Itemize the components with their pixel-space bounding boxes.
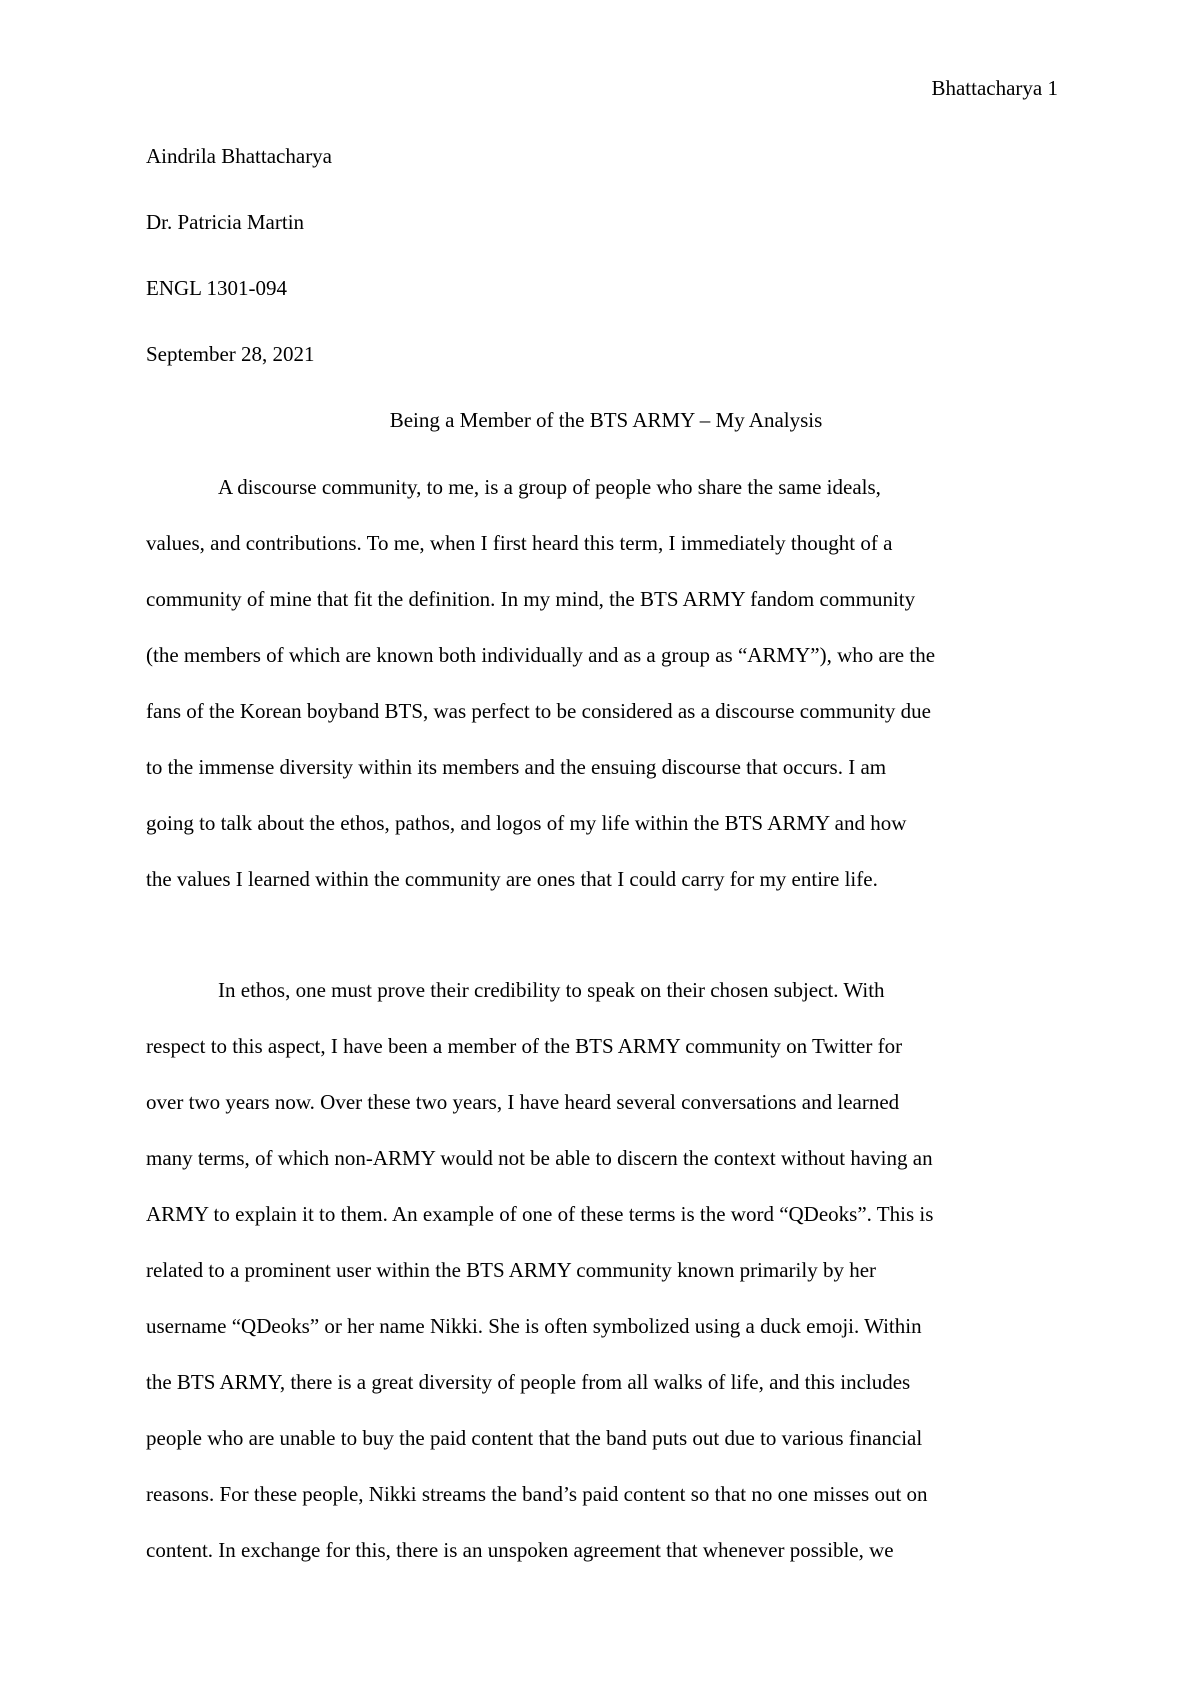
paragraph-line: community of mine that fit the definition. In my mind, the BTS ARMY fandom community	[146, 587, 916, 611]
author-name: Aindrila Bhattacharya	[146, 144, 333, 168]
document-title: Being a Member of the BTS ARMY – My Analysis	[389, 408, 823, 432]
paragraph-line: reasons. For these people, Nikki streams the band’s paid content so that no one misses out on	[146, 1482, 928, 1506]
paragraph-line: the values I learned within the community are ones that I could carry for my entire life.	[146, 867, 878, 891]
paragraph-line: content. In exchange for this, there is an unspoken agreement that whenever possible, we	[146, 1538, 894, 1562]
instructor-name: Dr. Patricia Martin	[146, 210, 305, 234]
paragraph-line: ARMY to explain it to them. An example of one of these terms is the word “QDeoks”. This is	[146, 1202, 934, 1226]
paragraph-line: related to a prominent user within the BTS ARMY community known primarily by her	[146, 1258, 877, 1282]
paragraph-1	[146, 467, 1066, 915]
paragraph-line: to the immense diversity within its members and the ensuing discourse that occurs. I am	[146, 755, 887, 779]
paragraph-line: username “QDeoks” or her name Nikki. She is often symbolized using a duck emoji. Within	[146, 1314, 922, 1338]
submission-date: September 28, 2021	[146, 342, 315, 366]
paragraph-line: In ethos, one must prove their credibility to speak on their chosen subject. With	[218, 978, 885, 1002]
paragraph-line: going to talk about the ethos, pathos, and logos of my life within the BTS ARMY and how	[146, 811, 907, 835]
paragraph-line: respect to this aspect, I have been a member of the BTS ARMY community on Twitter for	[146, 1034, 903, 1058]
heading-block	[146, 136, 1066, 466]
paragraph-line: A discourse community, to me, is a group of people who share the same ideals,	[218, 475, 881, 499]
paragraph-line: the BTS ARMY, there is a great diversity of people from all walks of life, and this includes	[146, 1370, 911, 1394]
paragraph-line: people who are unable to buy the paid content that the band puts out due to various financial	[146, 1426, 923, 1450]
course-code: ENGL 1301-094	[146, 276, 287, 300]
paragraph-line: fans of the Korean boyband BTS, was perfect to be considered as a discourse community due	[146, 699, 931, 723]
paragraph-2	[146, 970, 1066, 1586]
paragraph-line: values, and contributions. To me, when I first heard this term, I immediately thought of a	[146, 531, 893, 555]
running-head: Bhattacharya 1	[931, 76, 1058, 100]
paragraph-line: many terms, of which non-ARMY would not be able to discern the context without having an	[146, 1146, 933, 1170]
paragraph-line: over two years now. Over these two years, I have heard several conversations and learned	[146, 1090, 900, 1114]
paragraph-line: (the members of which are known both individually and as a group as “ARMY”), who are the	[146, 643, 936, 667]
